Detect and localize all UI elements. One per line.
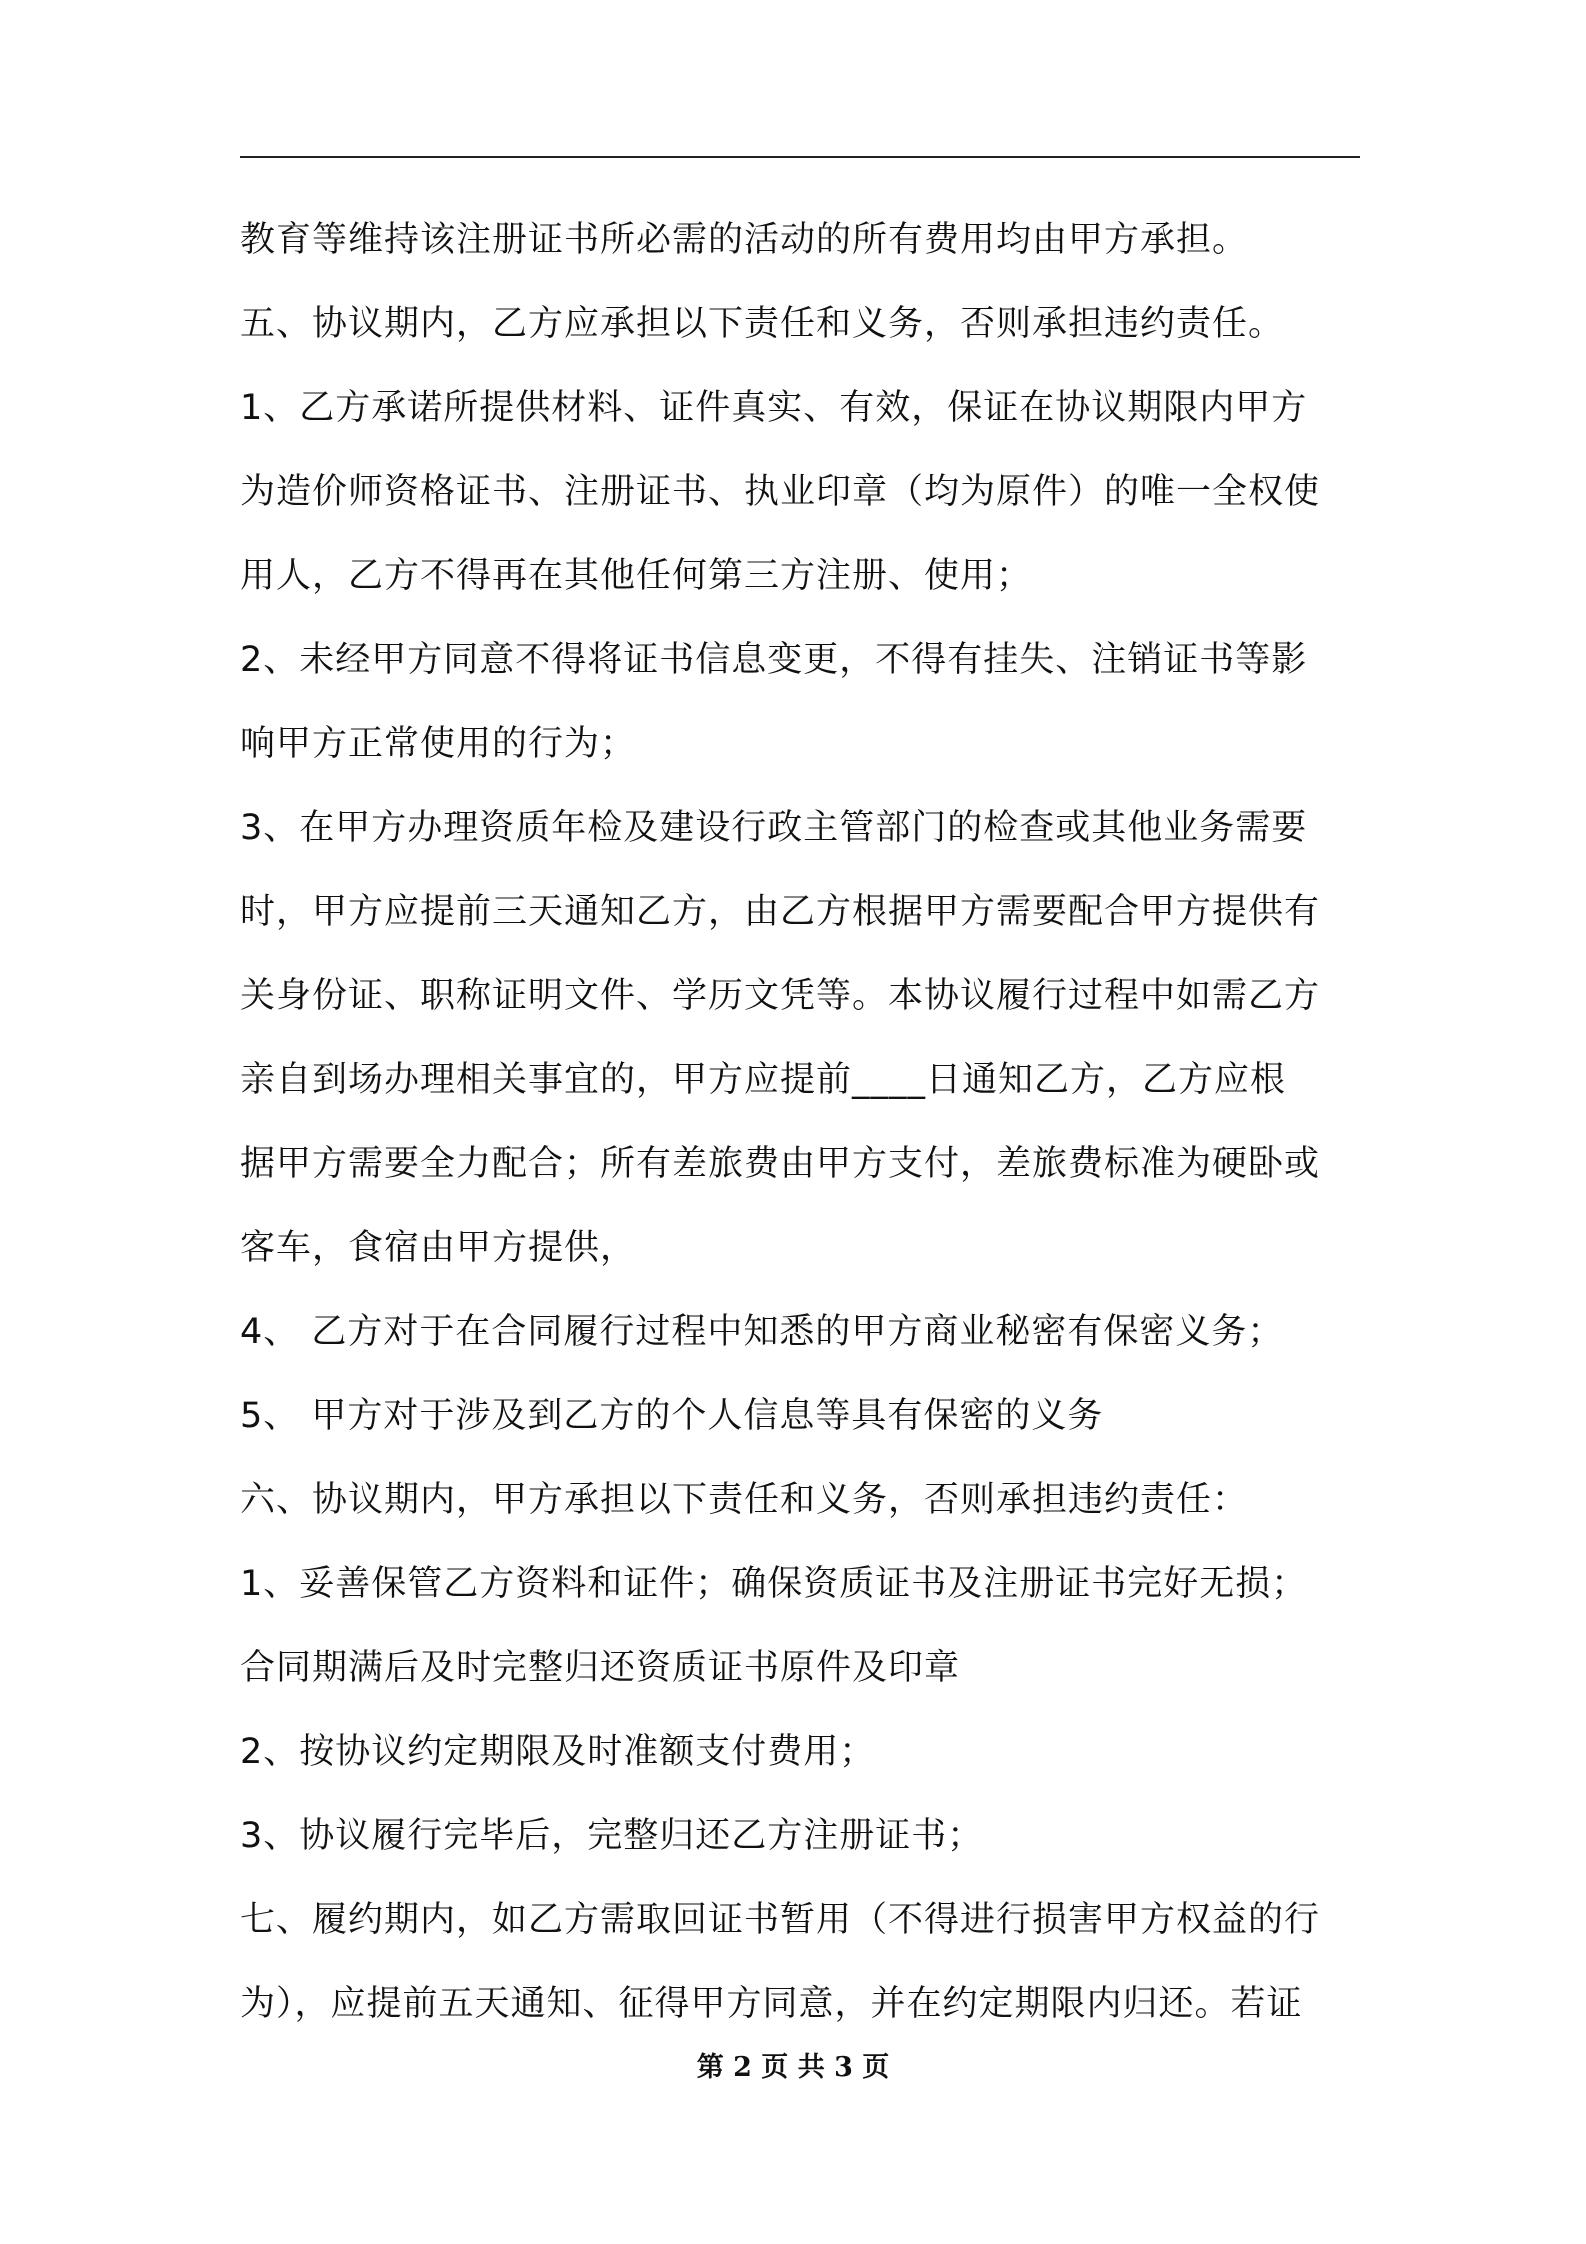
text-line: 关身份证、职称证明文件、学历文凭等。本协议履行过程中如需乙方 <box>240 976 1321 1016</box>
text-line: 3、协议履行完毕后，完整归还乙方注册证书； <box>240 1816 984 1856</box>
text-line: 4、 乙方对于在合同履行过程中知悉的甲方商业秘密有保密义务； <box>240 1312 1284 1352</box>
text-line: 1、乙方承诺所提供材料、证件真实、有效，保证在协议期限内甲方 <box>240 388 1308 428</box>
page-number-footer: 第 2 页 共 3 页 <box>696 2052 890 2083</box>
text-line: 客车，食宿由甲方提供， <box>240 1228 637 1268</box>
text-line: 时，甲方应提前三天通知乙方，由乙方根据甲方需要配合甲方提供有 <box>240 892 1321 932</box>
text-line: 响甲方正常使用的行为； <box>240 724 637 764</box>
text-line: 为），应提前五天通知、征得甲方同意，并在约定期限内归还。若证 <box>240 1984 1303 2024</box>
text-line: 六、协议期内，甲方承担以下责任和义务，否则承担违约责任： <box>240 1480 1249 1520</box>
text-line: 教育等维持该注册证书所必需的活动的所有费用均由甲方承担。 <box>240 220 1249 260</box>
header-rule <box>240 156 1360 158</box>
text-line: 用人，乙方不得再在其他任何第三方注册、使用； <box>240 556 1033 596</box>
text-line: 2、按协议约定期限及时准额支付费用； <box>240 1732 876 1772</box>
text-line: 七、履约期内，如乙方需取回证书暂用（不得进行损害甲方权益的行 <box>240 1900 1321 1940</box>
text-line: 1、妥善保管乙方资料和证件；确保资质证书及注册证书完好无损； <box>240 1564 1308 1604</box>
text-line: 2、未经甲方同意不得将证书信息变更，不得有挂失、注销证书等影 <box>240 640 1308 680</box>
document-body <box>240 198 1360 2046</box>
text-line: 为造价师资格证书、注册证书、执业印章（均为原件）的唯一全权使 <box>240 472 1321 512</box>
text-line: 据甲方需要全力配合；所有差旅费由甲方支付，差旅费标准为硬卧或 <box>240 1144 1321 1184</box>
text-line: 亲自到场办理相关事宜的，甲方应提前____日通知乙方，乙方应根 <box>240 1060 1287 1100</box>
text-line: 5、 甲方对于涉及到乙方的个人信息等具有保密的义务 <box>240 1396 1104 1436</box>
text-line: 合同期满后及时完整归还资质证书原件及印章 <box>240 1648 961 1688</box>
text-line: 3、在甲方办理资质年检及建设行政主管部门的检查或其他业务需要 <box>240 808 1308 848</box>
text-line: 五、协议期内，乙方应承担以下责任和义务，否则承担违约责任。 <box>240 304 1285 344</box>
